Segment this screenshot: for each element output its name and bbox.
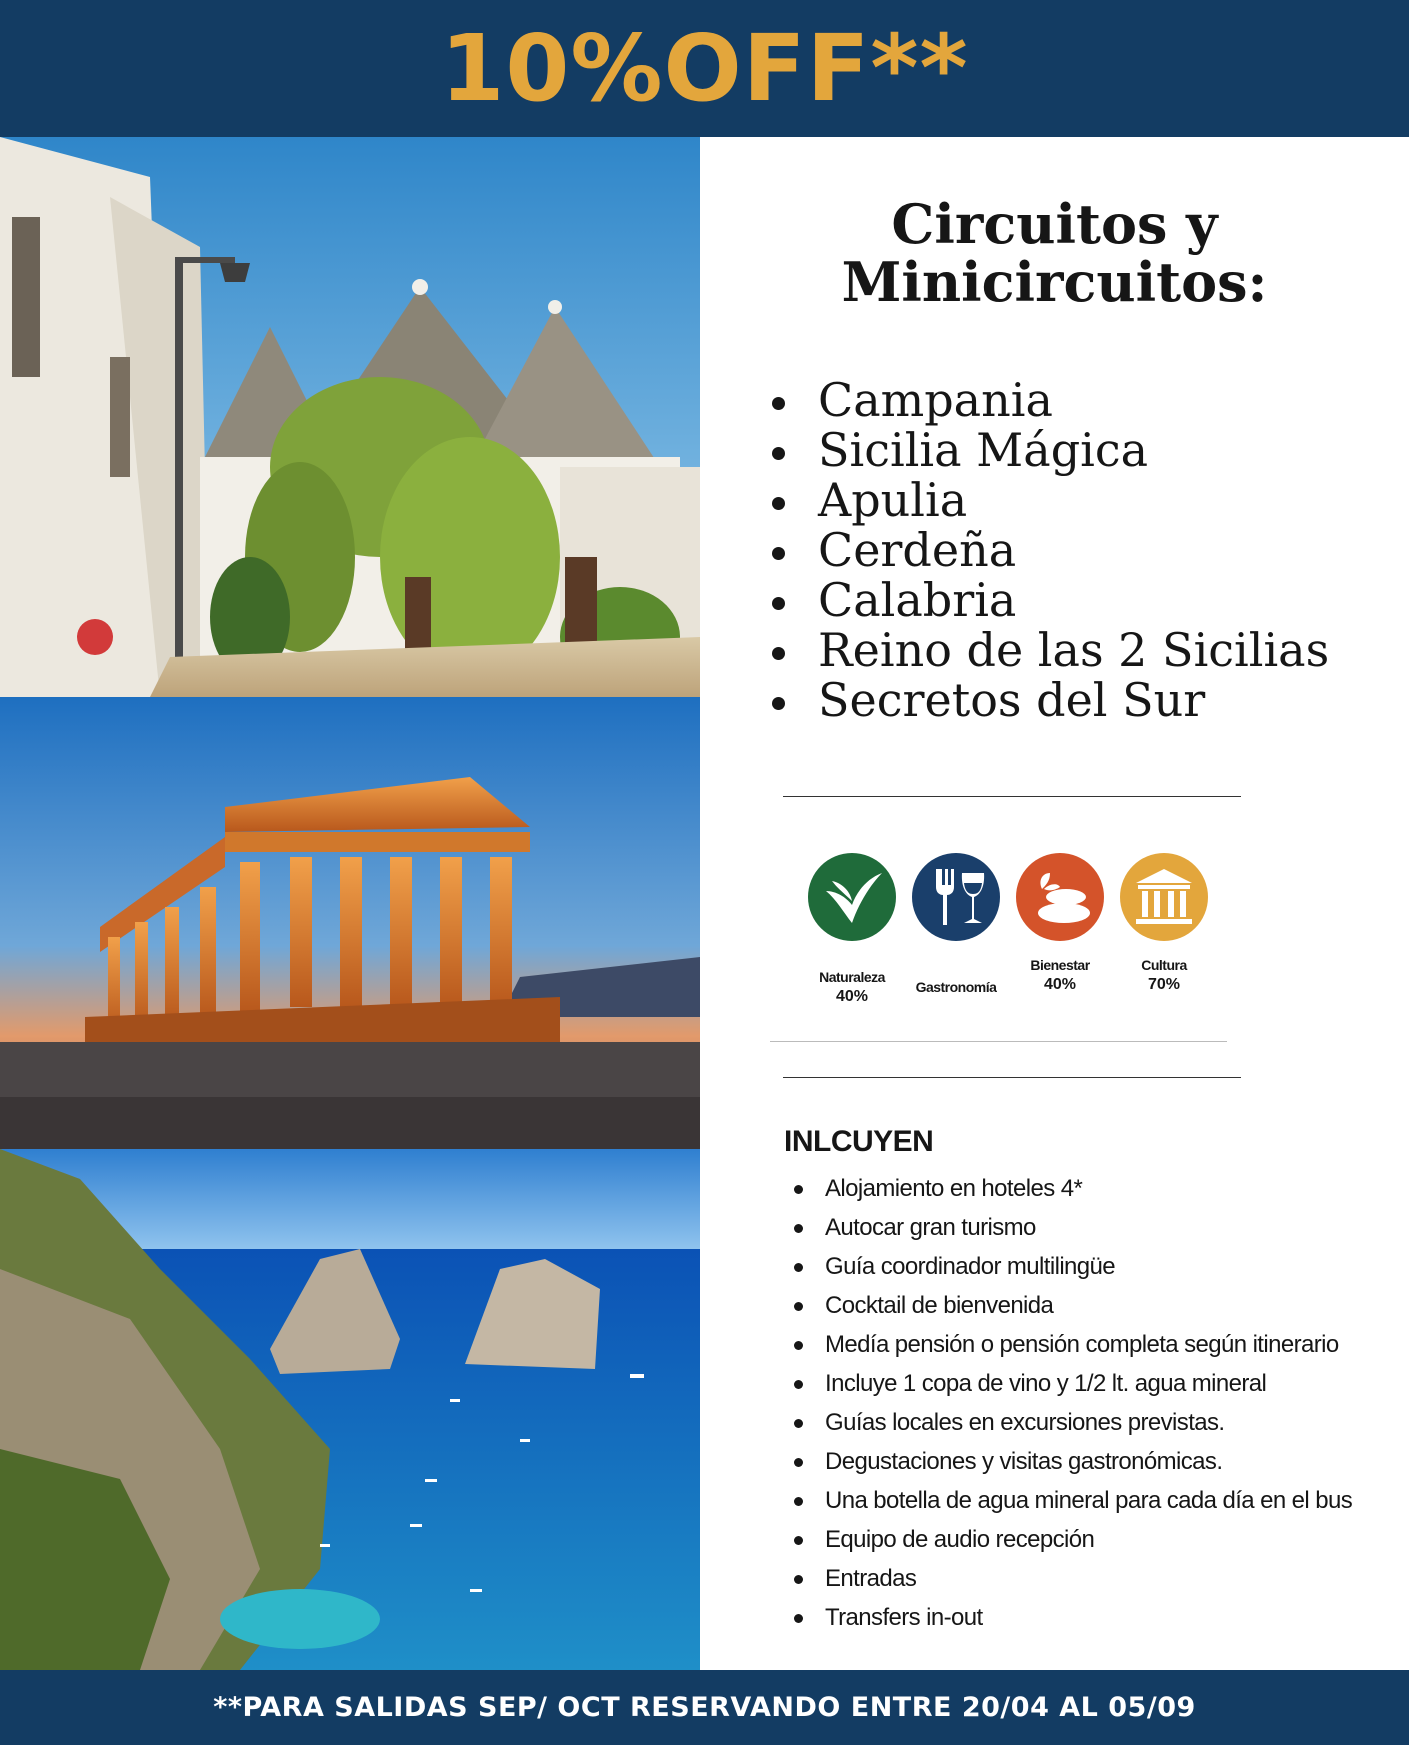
list-item: Incluye 1 copa de vino y 1/2 lt. agua mineral [794,1364,1352,1403]
promo-headline: 10%OFF** [440,14,969,122]
footer-banner [0,1670,1409,1745]
temple-icon [1120,853,1208,941]
list-item: Autocar gran turismo [794,1208,1352,1247]
list-item: Guías locales en excursiones previstas. [794,1403,1352,1442]
category-name: Naturaleza [819,969,885,985]
list-item: Entradas [794,1559,1352,1598]
tour-item: Campania [768,375,1329,425]
divider [770,1041,1227,1042]
category-name: Gastronomía [915,979,997,995]
trulli-village-photo [0,137,700,697]
list-item: Medía pensión o pensión completa según itinerario [794,1325,1352,1364]
category-cultura [1112,853,1216,995]
coastal-cliffs-photo [0,1149,700,1670]
wine-fork-icon [912,853,1000,941]
leaf-icon [808,853,896,941]
tour-list [768,375,1329,725]
tour-item: Cerdeña [768,525,1329,575]
section-heading [700,192,1409,314]
category-bienestar [1008,853,1112,995]
category-percent: 70% [1147,976,1181,993]
category-name: Bienestar [1030,957,1090,973]
list-item: Alojamiento en hoteles 4* [794,1169,1352,1208]
heading-line-2: Minicircuitos: [841,250,1268,314]
footer-note: **PARA SALIDAS SEP/ OCT RESERVANDO ENTRE 20/04 AL 05/09 [213,1692,1196,1723]
info-panel [700,137,1409,1670]
includes-title: INLCUYEN [784,1125,934,1158]
category-name: Cultura [1141,957,1187,973]
list-item: Cocktail de bienvenida [794,1286,1352,1325]
category-percent: 40% [835,988,869,1005]
greek-temple-photo [0,697,700,1149]
tour-item: Secretos del Sur [768,675,1329,725]
tour-item: Apulia [768,475,1329,525]
list-item: Una botella de agua mineral para cada día en el bus [794,1481,1352,1520]
divider [783,796,1241,797]
tour-item: Sicilia Mágica [768,425,1329,475]
category-badges [800,853,1220,1033]
list-item: Guía coordinador multilingüe [794,1247,1352,1286]
list-item: Transfers in-out [794,1598,1352,1637]
promo-banner [0,0,1409,137]
category-gastronomia [904,853,1008,997]
category-naturaleza [800,853,904,1007]
tour-item: Calabria [768,575,1329,625]
spa-stones-icon [1016,853,1104,941]
heading-line-1: Circuitos y [891,192,1218,256]
category-percent: 40% [1043,976,1077,993]
list-item: Degustaciones y visitas gastronómicas. [794,1442,1352,1481]
list-item: Equipo de audio recepción [794,1520,1352,1559]
tour-item: Reino de las 2 Sicilias [768,625,1329,675]
photo-column [0,137,700,1670]
includes-list [794,1169,1352,1637]
divider [783,1077,1241,1078]
